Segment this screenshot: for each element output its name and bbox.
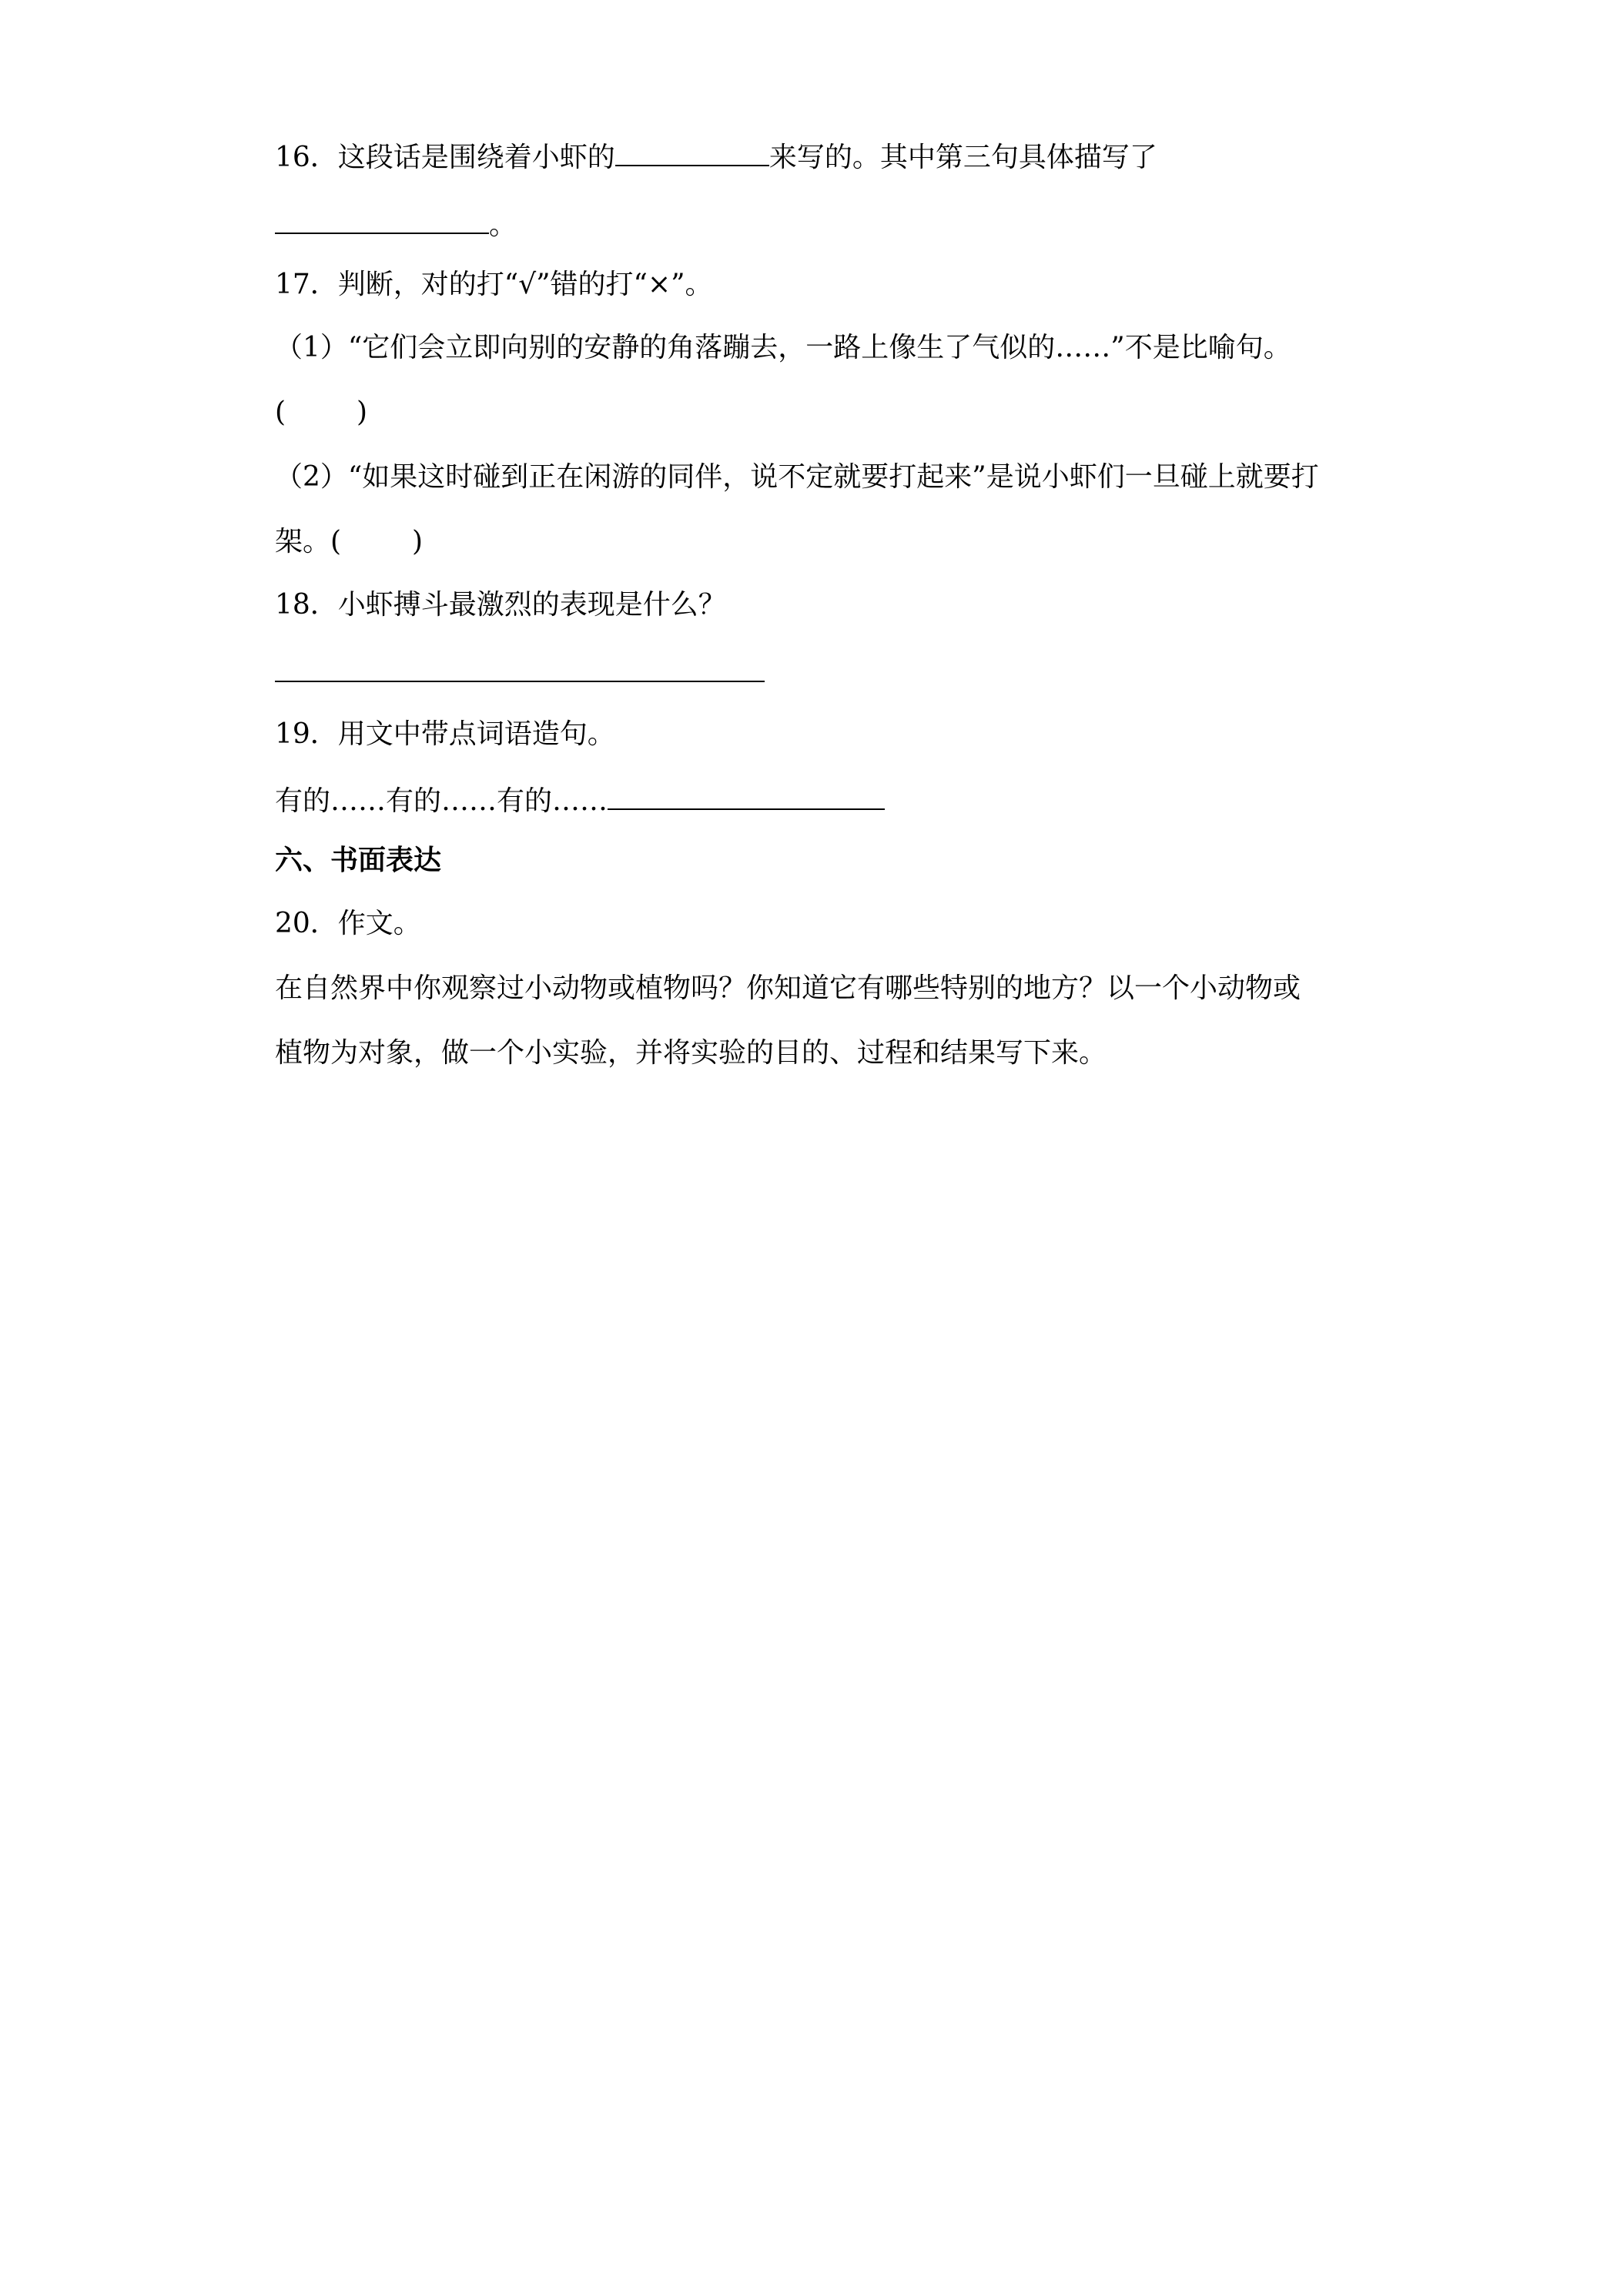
question-19-prompt: 有的……有的……有的…… [275, 785, 608, 817]
question-17-title: 17．判断，对的打“√”错的打“×”。 [275, 269, 713, 300]
question-16-blank-2[interactable] [275, 205, 489, 234]
question-19-title: 19．用文中带点词语造句。 [275, 718, 615, 750]
question-16-line-2 [275, 205, 517, 243]
question-19-blank[interactable] [608, 781, 885, 810]
question-16-line-1 [275, 137, 1157, 175]
question-20-title: 20．作文。 [275, 908, 421, 939]
paren-close: ) [357, 397, 368, 428]
question-19-prompt-line [275, 781, 885, 818]
question-18-title: 18．小虾搏斗最激烈的表现是什么？ [275, 589, 726, 621]
question-18-blank[interactable] [275, 653, 765, 682]
question-18-answer-line [275, 653, 765, 691]
paren-open: ( [275, 397, 286, 428]
question-16-prefix: 16．这段话是围绕着小虾的 [275, 142, 615, 173]
question-17-item-1: （1）“它们会立即向别的安静的角落蹦去，一路上像生了气似的……”不是比喻句。 [275, 332, 1291, 363]
question-20-body-line-2: 植物为对象，做一个小实验，并将实验的目的、过程和结果写下来。 [275, 1037, 1107, 1069]
item-2-ending: 架。( [275, 526, 342, 557]
question-20-body-line-1: 在自然界中你观察过小动物或植物吗？你知道它有哪些特别的地方？以一个小动物或 [275, 972, 1301, 1004]
question-16-blank-1[interactable] [615, 137, 769, 166]
question-16-middle: 来写的。其中第三句具体描写了 [768, 142, 1157, 173]
question-17-item-1-answer [275, 396, 367, 430]
question-16-end: 。 [489, 209, 517, 241]
question-17-item-2-line-1: （2）“如果这时碰到正在闲游的同伴，说不定就要打起来”是说小虾们一旦碰上就要打 [275, 461, 1319, 493]
section-6-heading: 六、书面表达 [275, 845, 442, 876]
paren-close: ) [412, 526, 424, 557]
question-17-item-2-line-2 [275, 525, 423, 559]
